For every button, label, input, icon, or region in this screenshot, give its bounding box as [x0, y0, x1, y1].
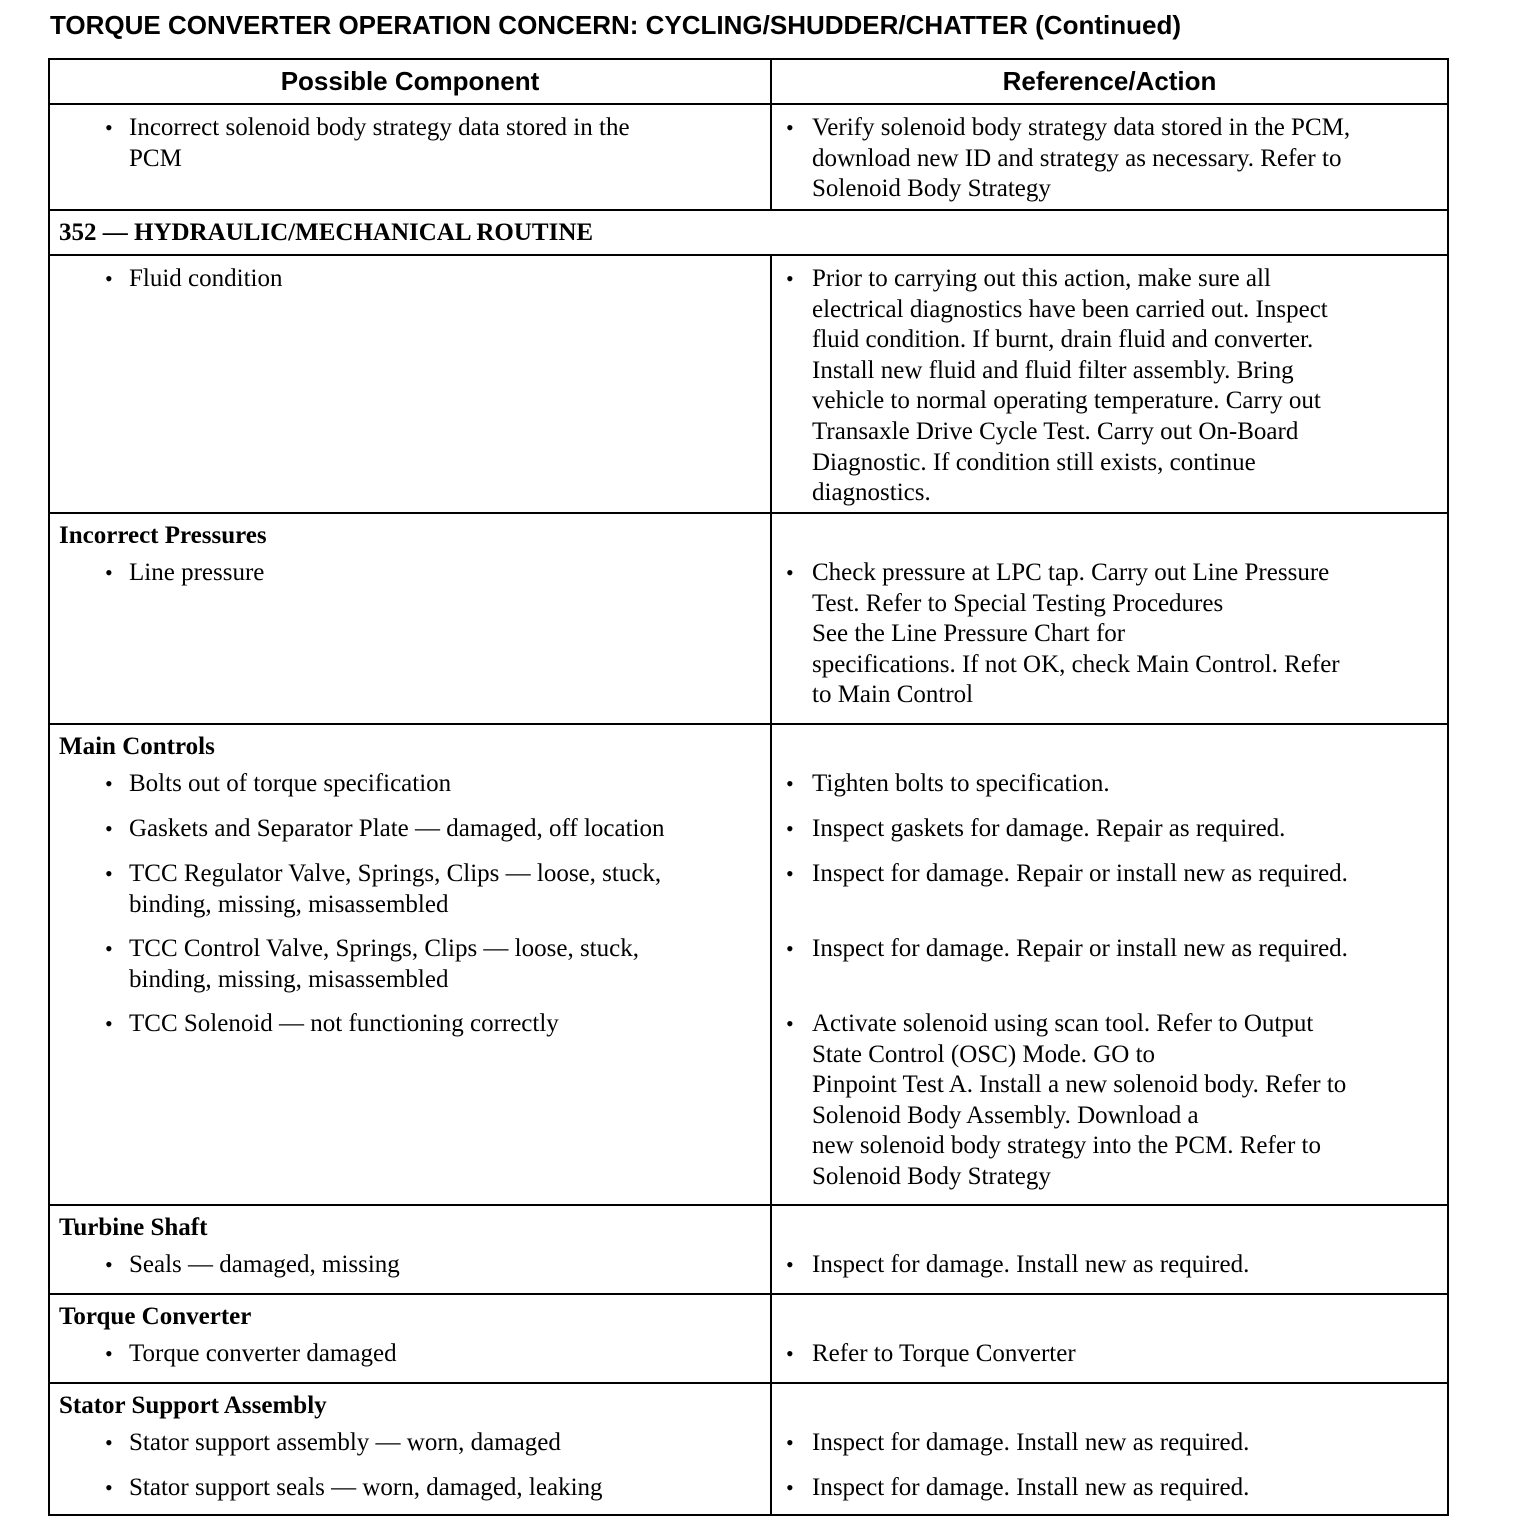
table-row [50, 723, 1447, 1204]
component-item: • Line pressure [50, 558, 770, 589]
component-item: • TCC Control Valve, Springs, Clips — loose, stuck, binding, missing, misassembled [105, 935, 639, 993]
action-item: • Inspect for damage. Install new as required. [772, 1473, 1447, 1504]
component-item: • Stator support assembly — worn, damaged [50, 1428, 770, 1473]
component-item: • TCC Regulator Valve, Springs, Clips — loose, stuck, binding, missing, misassembled [105, 860, 662, 918]
component-cell [50, 1384, 772, 1514]
bullet-icon: • [105, 771, 113, 796]
action-item: • Refer to Torque Converter [772, 1339, 1447, 1370]
action-cell [772, 725, 1447, 1204]
table-header-row [50, 60, 1447, 103]
action-item: • Check pressure at LPC tap. Carry out Line Pressure Test. Refer to Special Testing Procedures See the Line Pressure Chart for specifications. If not OK, check Main Control. Refer to Main Control [786, 559, 1340, 709]
component-item: • Gaskets and Separator Plate — damaged, off location [50, 814, 770, 859]
bullet-icon: • [786, 1252, 794, 1277]
bullet-icon: • [786, 266, 794, 291]
bullet-icon: • [105, 1475, 113, 1500]
bullet-icon: • [105, 1011, 113, 1036]
component-cell [50, 1206, 772, 1293]
section-heading: 352 — HYDRAULIC/MECHANICAL ROUTINE [59, 219, 594, 246]
component-item: • TCC Solenoid — not functioning correctly [50, 1009, 770, 1040]
action-cell [772, 256, 1447, 512]
column-header-action: Reference/Action [1002, 66, 1217, 96]
component-cell [50, 105, 772, 209]
group-title: Main Controls [59, 733, 215, 760]
bullet-icon: • [786, 1430, 794, 1455]
action-cell [772, 105, 1447, 209]
bullet-icon: • [105, 115, 113, 140]
action-item: • Activate solenoid using scan tool. Refer to Output State Control (OSC) Mode. GO to Pinpoint Test A. Install a new solenoid body. Refer to Solenoid Body Assembly. Download a new solenoid body strategy into the PCM. Refer to Solenoid Body Strategy [786, 1010, 1347, 1190]
bullet-icon: • [105, 266, 113, 291]
component-item: • Bolts out of torque specification [50, 769, 770, 814]
action-cell [772, 1295, 1447, 1382]
action-cell [772, 1206, 1447, 1293]
action-item: • Inspect for damage. Repair or install new as required. [772, 859, 1447, 934]
action-cell [772, 1384, 1447, 1514]
component-cell [50, 1295, 772, 1382]
action-item: • Inspect gaskets for damage. Repair as required. [772, 814, 1447, 859]
bullet-icon: • [786, 1341, 794, 1366]
component-item: • Seals — damaged, missing [50, 1250, 770, 1281]
table-row [50, 254, 1447, 512]
table-row [50, 1204, 1447, 1293]
table-row [50, 512, 1447, 723]
bullet-icon: • [105, 861, 113, 886]
component-item: • Stator support seals — worn, damaged, leaking [50, 1473, 770, 1504]
bullet-icon: • [786, 1475, 794, 1500]
action-item: • Inspect for damage. Install new as required. [772, 1428, 1447, 1473]
action-item: • Verify solenoid body strategy data stored in the PCM, download new ID and strategy as necessary. Refer to Solenoid Body Strategy [786, 114, 1351, 203]
bullet-icon: • [786, 1011, 794, 1036]
group-title: Stator Support Assembly [59, 1392, 327, 1419]
component-cell [50, 256, 772, 512]
action-item: • Prior to carrying out this action, make sure all electrical diagnostics have been carried out. Inspect fluid condition. If burnt, drain fluid and converter. Install new fluid and fluid filter assembly. Bring vehicle to normal operating temperature. Carry out Transaxle Drive Cycle Test. Carry out On-Board Diagnostic. If condition still exists, continue diagnostics. [786, 265, 1328, 507]
component-cell [50, 725, 772, 1204]
bullet-icon: • [105, 816, 113, 841]
table-row [50, 1293, 1447, 1382]
component-item: • Fluid condition [50, 264, 770, 295]
component-cell [50, 514, 772, 723]
bullet-icon: • [105, 1430, 113, 1455]
group-title: Incorrect Pressures [59, 522, 267, 549]
action-cell [772, 514, 1447, 723]
table-row [50, 1382, 1447, 1514]
bullet-icon: • [786, 560, 794, 585]
action-item: • Inspect for damage. Install new as required. [772, 1250, 1447, 1281]
page-title: TORQUE CONVERTER OPERATION CONCERN: CYCLING/SHUDDER/CHATTER (Continued) [50, 10, 1181, 40]
column-header-component: Possible Component [50, 60, 772, 103]
component-item: • Incorrect solenoid body strategy data stored in the PCM [105, 114, 630, 172]
component-item: • Torque converter damaged [50, 1339, 770, 1370]
bullet-icon: • [105, 1252, 113, 1277]
action-item: • Tighten bolts to specification. [772, 769, 1447, 814]
bullet-icon: • [786, 861, 794, 886]
diagnostic-table [48, 58, 1449, 1516]
bullet-icon: • [786, 936, 794, 961]
table-row [50, 103, 1447, 209]
bullet-icon: • [786, 771, 794, 796]
group-title: Turbine Shaft [59, 1214, 208, 1241]
action-item: • Inspect for damage. Repair or install new as required. [772, 934, 1447, 1009]
group-title: Torque Converter [59, 1303, 252, 1330]
section-heading-row [50, 209, 1447, 254]
bullet-icon: • [786, 816, 794, 841]
bullet-icon: • [786, 115, 794, 140]
bullet-icon: • [105, 1341, 113, 1366]
bullet-icon: • [105, 560, 113, 585]
bullet-icon: • [105, 936, 113, 961]
